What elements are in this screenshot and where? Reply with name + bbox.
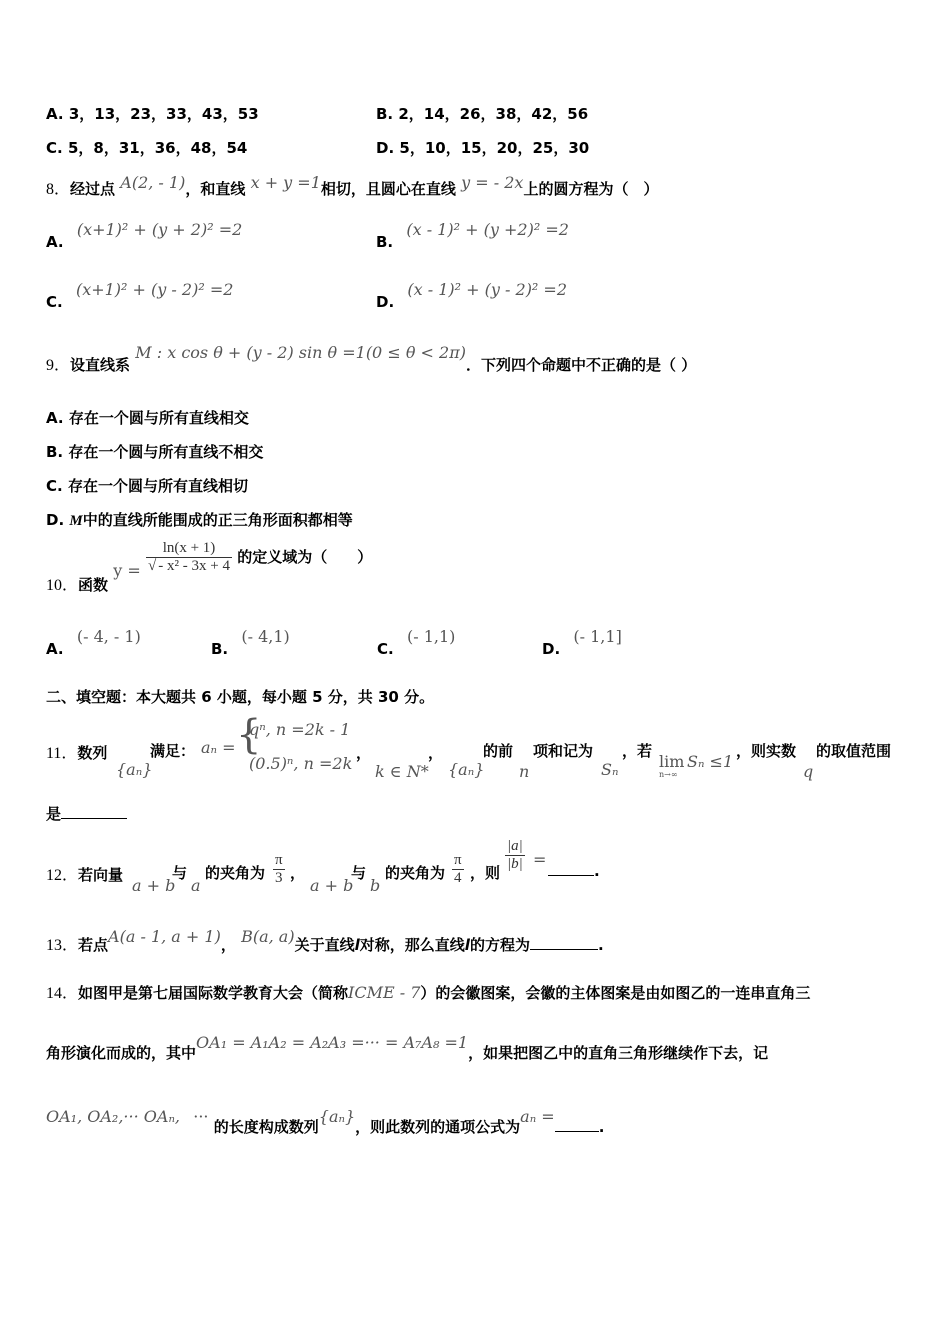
q13-text-2: ， <box>220 936 236 954</box>
q7-option-b[interactable] <box>376 103 588 124</box>
option-label: D. <box>542 640 561 658</box>
q11-q: q <box>803 762 814 781</box>
q14-sequence: {aₙ} <box>318 1107 356 1126</box>
q11-lim: lim <box>659 752 685 771</box>
q11-an: aₙ = <box>201 738 236 757</box>
q10-y: y = <box>113 561 141 580</box>
q11-lim-rest: Sₙ ≤1 <box>687 752 734 771</box>
question-number: 13． <box>46 937 79 954</box>
q12-text-8: . <box>594 862 600 880</box>
option-label: C. <box>377 640 394 658</box>
q10-stem <box>46 540 373 594</box>
q8-option-a[interactable] <box>46 220 243 251</box>
q11-text-6: ，则实数 <box>736 742 797 760</box>
q11-lim-sub: n→∞ <box>659 770 678 779</box>
q14-stem-3 <box>46 1107 605 1137</box>
q9-option-c[interactable] <box>46 475 248 496</box>
q14-an: aₙ = <box>520 1107 555 1126</box>
q9-text-1: 设直线系 <box>70 356 131 374</box>
q12-ratio <box>505 838 525 873</box>
q9-option-d[interactable] <box>46 509 353 530</box>
q10-text-2: 的定义域为（ ） <box>237 548 373 566</box>
option-label: B. <box>46 443 64 461</box>
q13-answer-blank[interactable] <box>530 949 598 950</box>
option-text: 存在一个圆与所有直线相切 <box>67 477 248 495</box>
option-label: A. <box>46 105 64 123</box>
q12-text-2: 与 <box>172 864 188 882</box>
q12-angle-2-num: π <box>454 852 462 868</box>
q13-l1: l <box>354 936 360 954</box>
q11-comma-2: ， <box>428 744 444 762</box>
option-label: A. <box>46 409 64 427</box>
q11-comma-1: ， <box>356 744 372 762</box>
q11-answer-blank[interactable] <box>61 818 127 819</box>
option-label: D. <box>46 511 65 529</box>
q12-answer-blank[interactable] <box>548 875 594 876</box>
q12-text-6: 的夹角为 <box>385 864 446 882</box>
q14-text-2: ）的会徽图案，会徽的主体图案是由如图乙的一连串直角三 <box>420 984 811 1002</box>
q14-icme: ICME - 7 <box>348 983 421 1002</box>
question-number: 8． <box>46 181 71 198</box>
option-text: 5，10，15，20，25，30 <box>399 139 590 157</box>
question-number: 14． <box>46 985 79 1002</box>
q13-stem <box>46 927 604 955</box>
q7-option-a[interactable] <box>46 103 259 124</box>
q12-ratio-num: |a| <box>507 838 523 854</box>
option-label: B. <box>211 640 229 658</box>
q11-text-8: 是 <box>46 805 62 823</box>
q11-stem <box>46 740 107 763</box>
section-heading: 二、填空题：本大题共 6 小题，每小题 5 分，共 30 分。 <box>46 688 435 706</box>
q14-text-3: 角形演化而成的，其中 <box>46 1044 197 1062</box>
q11-text-1: 数列 <box>77 744 108 762</box>
option-text: 中的直线所能围成的正三角形面积都相等 <box>82 511 353 529</box>
q8-option-b[interactable] <box>376 220 569 251</box>
q12-text-5: 与 <box>351 864 367 882</box>
option-math: (x+1)² + (y + 2)² =2 <box>76 220 243 239</box>
q12-angle-2 <box>452 852 464 887</box>
q14-answer-blank[interactable] <box>555 1131 599 1132</box>
option-math: (- 4, - 1) <box>76 627 141 646</box>
q14-text-6: ，则此数列的通项公式为 <box>355 1118 521 1136</box>
q11-text-2: 满足： <box>150 742 196 760</box>
question-number: 10． <box>46 577 79 594</box>
q11-sequence-2: {aₙ} <box>448 760 485 779</box>
q14-stem-1 <box>46 980 810 1003</box>
option-label: D. <box>376 293 395 311</box>
q11-text-3: 的前 <box>483 742 514 760</box>
q9-text-2: ．下列四个命题中不正确的是（ ） <box>465 356 697 374</box>
option-label: A. <box>46 233 64 251</box>
q12-equals: = <box>533 850 547 869</box>
q10-option-c[interactable] <box>377 627 456 658</box>
option-math: (x+1)² + (y - 2)² =2 <box>75 280 234 299</box>
q9-option-a[interactable] <box>46 407 249 428</box>
q8-option-d[interactable] <box>376 280 568 311</box>
option-text: 2，14，26，38，42，56 <box>398 105 589 123</box>
q14-text-1: 如图甲是第七届国际数学教育大会（简称 <box>78 984 349 1002</box>
option-label: B. <box>376 105 394 123</box>
option-text: 存在一个圆与所有直线不相交 <box>68 443 264 461</box>
q11-stem-cont <box>46 803 127 824</box>
q8-stem <box>46 173 659 199</box>
q9-option-b[interactable] <box>46 441 263 462</box>
q12-vec-2: a <box>191 876 201 895</box>
q11-sequence: {aₙ} <box>116 760 153 779</box>
q14-text-4: ，如果把图乙中的直角三角形继续作下去，记 <box>468 1044 769 1062</box>
q9-line-family: M : x cos θ + (y - 2) sin θ =1(0 ≤ θ < 2π) <box>135 343 466 362</box>
q11-case-odd: qⁿ, n =2k - 1 <box>249 720 351 739</box>
q12-vec-1: a + b <box>132 876 176 895</box>
option-label: A. <box>46 640 64 658</box>
q12-text-7: ，则 <box>470 864 501 882</box>
q10-option-a[interactable] <box>46 627 141 658</box>
q13-text-3: 关于直线 <box>294 936 355 954</box>
option-label: C. <box>46 293 63 311</box>
q14-text-7: . <box>598 1118 605 1136</box>
option-math: (- 1,1) <box>406 627 456 646</box>
q13-text-5: 的方程为 <box>469 936 530 954</box>
question-number: 9． <box>46 357 71 374</box>
q12-text-4: ， <box>290 864 306 882</box>
q8-text-4: 上的圆方程为（ ） <box>523 180 659 198</box>
q14-dots: ··· <box>193 1107 209 1126</box>
q11-text-5: ，若 <box>622 742 653 760</box>
option-text: 存在一个圆与所有直线相交 <box>68 409 249 427</box>
q10-option-b[interactable] <box>211 627 290 658</box>
q12-ratio-den: |b| <box>507 856 523 872</box>
q12-angle-1-num: π <box>275 852 283 868</box>
q11-text-4: 项和记为 <box>533 742 594 760</box>
q9-stem <box>46 343 697 375</box>
q10-fraction: $\frac{\ln(x + 1)}{\text{√ - x² - 3x + 4}}$ <box>148 540 230 574</box>
option-math: (- 1,1] <box>573 627 622 646</box>
option-math: (x - 1)² + (y +2)² =2 <box>406 220 569 239</box>
q11-text-7: 的取值范围 <box>816 742 892 760</box>
q8-option-c[interactable] <box>46 280 234 311</box>
q11-sn: Sₙ <box>601 760 619 779</box>
q10-denominator: - x² - 3x + 4 <box>158 558 230 574</box>
q7-option-d[interactable] <box>376 137 589 158</box>
q8-text-3: 相切，且圆心在直线 <box>320 180 456 198</box>
q12-angle-1 <box>273 852 285 887</box>
option-label: C. <box>46 139 63 157</box>
question-number: 12． <box>46 867 79 884</box>
q10-text-1: 函数 <box>78 576 109 594</box>
q13-point-a: A(a - 1, a + 1) <box>108 927 221 946</box>
q12-vec-3: a + b <box>310 876 354 895</box>
q11-n: n <box>519 762 530 781</box>
q14-text-5: 的长度构成数列 <box>213 1118 319 1136</box>
option-label: B. <box>376 233 394 251</box>
q13-text-4: 对称，那么直线 <box>359 936 465 954</box>
q12-answer <box>548 862 600 880</box>
q8-tangent-line: x + y =1 <box>250 173 321 192</box>
q14-lengths: OA₁, OA₂,··· OAₙ, <box>46 1107 181 1126</box>
q12-text-3: 的夹角为 <box>205 864 266 882</box>
option-text: 5，8，31，36，48，54 <box>67 139 248 157</box>
q8-text-1: 经过点 <box>70 180 116 198</box>
q14-equal-segments: OA₁ = A₁A₂ = A₂A₃ =··· = A₇A₈ =1 <box>196 1033 469 1052</box>
question-number: 11． <box>46 745 78 762</box>
q11-brace: { <box>236 712 262 758</box>
q8-center-line: y = - 2x <box>461 173 524 192</box>
q11-k-domain: k ∈ N* <box>375 762 429 781</box>
q13-text-6: . <box>597 936 604 954</box>
option-m: M <box>69 513 83 529</box>
option-label: C. <box>46 477 63 495</box>
q12-number-text <box>46 862 123 885</box>
q13-point-b: B(a, a) <box>241 927 295 946</box>
q13-text-1: 若点 <box>78 936 109 954</box>
q12-vec-4: b <box>370 876 381 895</box>
q8-text-2: ，和直线 <box>185 180 246 198</box>
q12-angle-2-den: 4 <box>454 870 462 886</box>
q10-numerator: ln(x + 1) <box>146 540 232 558</box>
option-label: D. <box>376 139 395 157</box>
option-math: (x - 1)² + (y - 2)² =2 <box>407 280 568 299</box>
q12-text-1: 若向量 <box>78 866 124 884</box>
q7-option-c[interactable] <box>46 137 247 158</box>
option-text: 3，13，23，33，43，53 <box>68 105 259 123</box>
q11-limit <box>659 752 684 771</box>
q12-angle-1-den: 3 <box>275 870 283 886</box>
q8-point: A(2, - 1) <box>120 173 186 192</box>
option-math: (- 4,1) <box>241 627 290 646</box>
q11-case-even: (0.5)ⁿ, n =2k <box>249 754 353 773</box>
q13-l2: l <box>464 936 470 954</box>
q10-option-d[interactable] <box>542 627 622 658</box>
q14-stem-2 <box>46 1033 769 1063</box>
